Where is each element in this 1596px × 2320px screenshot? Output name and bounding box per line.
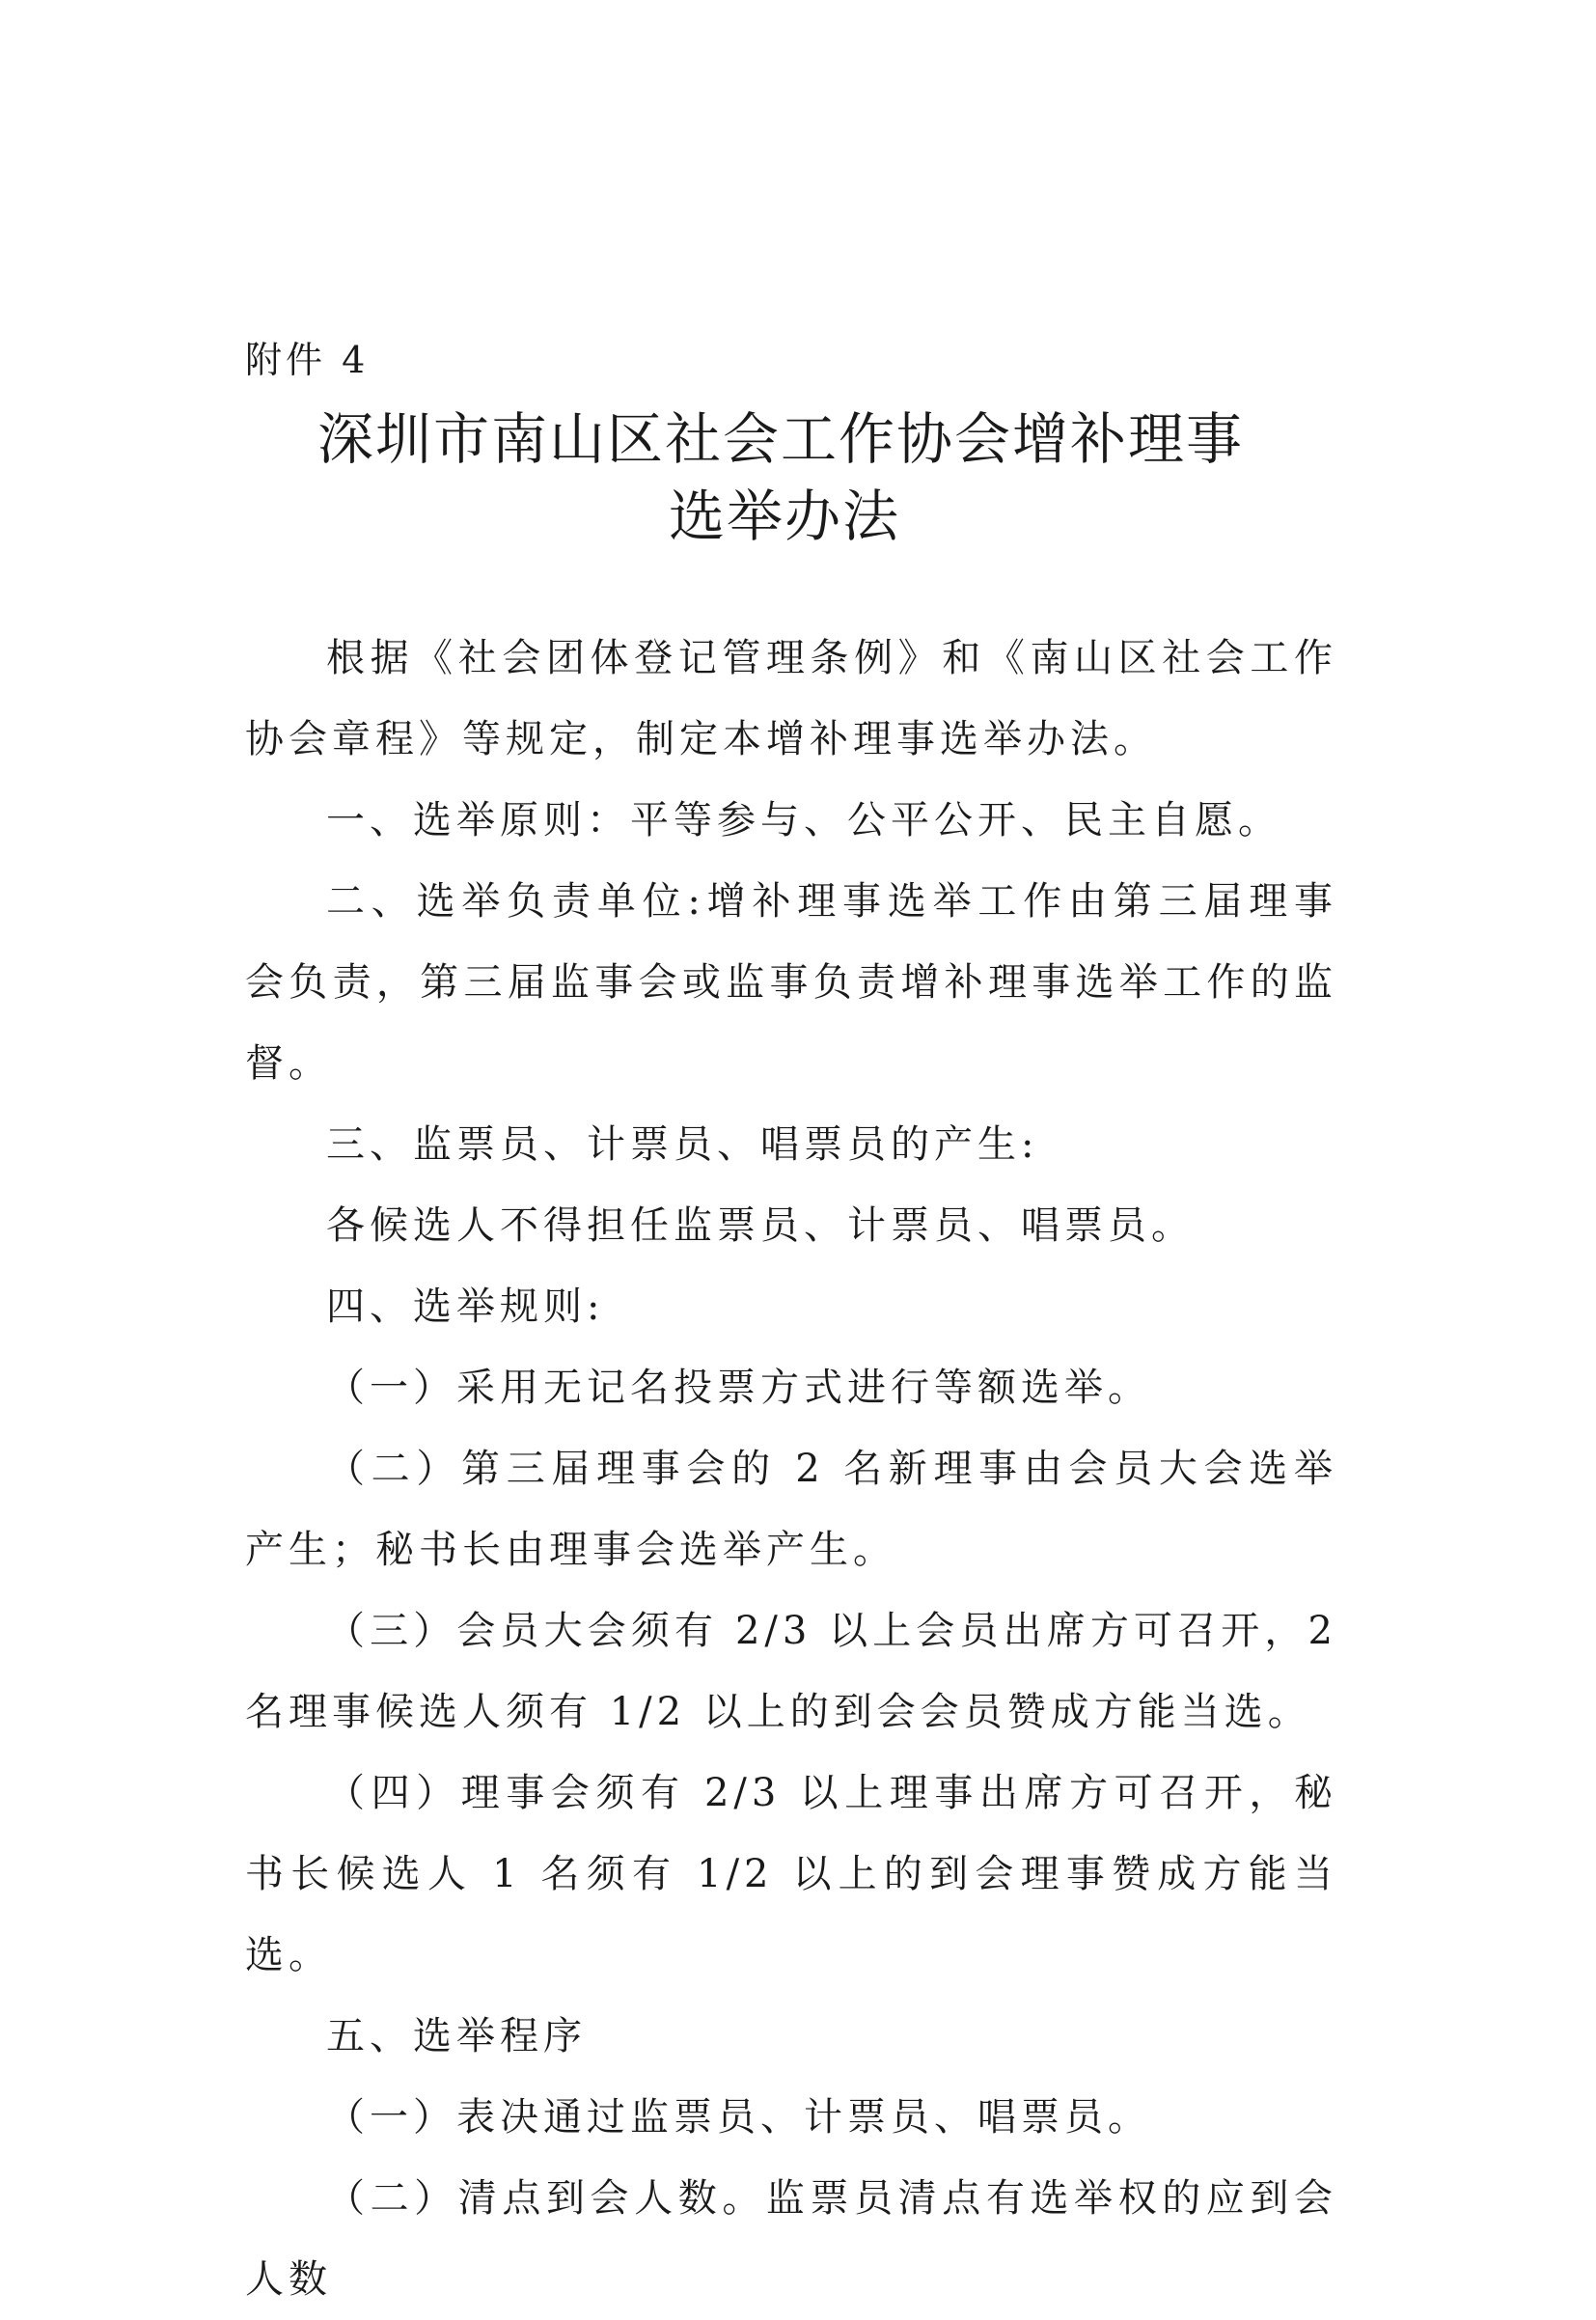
paragraph-procedure-heading: 五、选举程序 — [326, 2014, 587, 2058]
document-body — [245, 618, 1337, 2320]
paragraph-procedure-1: （一）表决通过监票员、计票员、唱票员。 — [326, 2095, 1151, 2140]
document-title-line-1: 深圳市南山区社会工作协会增补理事 — [316, 406, 1244, 472]
paragraph-principle: 一、选举原则：平等参与、公平公开、民主自愿。 — [326, 798, 1281, 842]
attachment-label: 附件 4 — [245, 339, 370, 381]
paragraph-rules-heading: 四、选举规则: — [326, 1284, 605, 1329]
paragraph-rule-2: （二）第三届理事会的 2 名新理事由会员大会选举产生；秘书长由理事会选举产生。 — [245, 1447, 1337, 1572]
paragraph-rule-4: （四）理事会须有 2/3 以上理事出席方可召开，秘书长候选人 1 名须有 1/2 以上的到会理事赞成方能当选。 — [245, 1771, 1337, 1977]
paragraph-tellers-rule: 各候选人不得担任监票员、计票员、唱票员。 — [326, 1203, 1195, 1248]
paragraph-intro: 根据《社会团体登记管理条例》和《南山区社会工作协会章程》等规定，制定本增补理事选举办法。 — [245, 636, 1337, 761]
paragraph-rule-1: （一）采用无记名投票方式进行等额选举。 — [326, 1366, 1151, 1410]
paragraph-tellers-heading: 三、监票员、计票员、唱票员的产生: — [326, 1122, 1039, 1167]
paragraph-responsible-unit: 二、选举负责单位:增补理事选举工作由第三届理事会负责，第三届监事会或监事负责增补理事选举工作的监督。 — [245, 879, 1337, 1086]
paragraph-rule-3: （三）会员大会须有 2/3 以上会员出席方可召开，2 名理事候选人须有 1/2 以上的到会会员赞成方能当选。 — [245, 1609, 1337, 1734]
paragraph-procedure-2: （二）清点到会人数。监票员清点有选举权的应到会人数 — [245, 2176, 1337, 2302]
document-title-line-2: 选举办法 — [668, 483, 900, 549]
